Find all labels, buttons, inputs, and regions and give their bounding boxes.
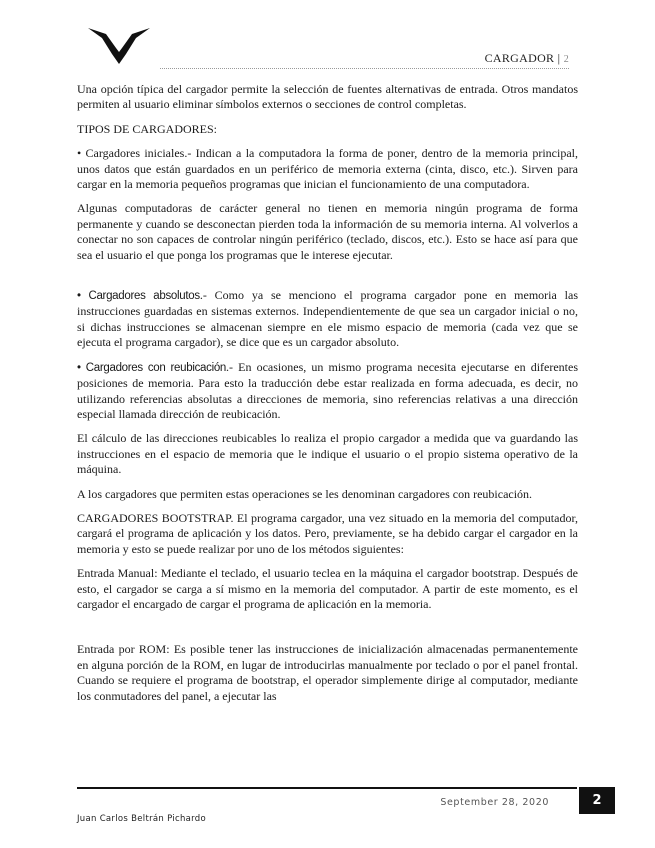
relocation-loaders-text: .- En ocasiones, un mismo programa necesita ejecutarse en diferentes posiciones de memoria. Para esto la traducción debe estar realizada en forma adecuada, es decir, no utilizando referencias absolutas a direcciones de memoria, sino referencias relativas a una dirección especial llamada dirección de reubicación. — [77, 359, 579, 421]
paragraph-initial-loaders: • Cargadores iniciales.- Indican a la computadora la forma de poner, dentro de la memoria principal, unos datos que están guardados en un periférico de memoria externa (cinta, disco, etc.). Sirven para cargar en la memoria pequeños programas que inician el funcionamiento de una computadora. — [77, 146, 578, 192]
paragraph-relocatable-calc: El cálculo de las direcciones reubicables lo realiza el propio cargador a medida que va guardando las instrucciones en el espacio de memoria que le indique el usuario o el propio sistema operativo de la máquina. — [77, 431, 578, 477]
footer-page-number: 2 — [579, 787, 615, 814]
paragraph-bootstrap: CARGADORES BOOTSTRAP. El programa cargador, una vez situado en la memoria del computador, cargará el programa de aplicación y los datos. Pero, previamente, se ha debido cargar el cargador en la memoria y esto se puede realizar por uno de los métodos siguientes: — [77, 510, 578, 556]
paragraph-absolute-loaders — [77, 288, 578, 351]
running-header — [485, 51, 569, 66]
paragraph-manual-entry: Entrada Manual: Mediante el teclado, el usuario teclea en la máquina el cargador bootstrap. Después de esto, el cargador se carga a sí mismo en la memoria del computador. A partir de este momento, es el cargador el encargado de cargar el programa de aplicación en la memoria. — [77, 566, 578, 611]
header-separator: | — [557, 51, 561, 65]
paragraph-relocation-loaders — [77, 360, 578, 423]
header-title: CARGADOR — [484, 51, 555, 65]
paragraph-rom-entry: Entrada por ROM: Es posible tener las instrucciones de inicialización almacenadas permanentemente en alguna porción de la ROM, en lugar de introducirlas manualmente por teclado o por el panel frontal. Cuando se requiere el programa de bootstrap, el operador simplemente dirige al computador, mediante los conmutadores del panel, a ejecutar las — [77, 642, 578, 703]
relocation-loaders-label: • Cargadores con reubicación — [77, 361, 227, 374]
footer-date — [440, 797, 569, 808]
footer-divider — [77, 787, 577, 789]
header-page-number: 2 — [563, 54, 569, 65]
logo-icon — [86, 26, 152, 66]
section-heading-types: TIPOS DE CARGADORES: — [77, 121, 218, 136]
header-divider — [160, 68, 569, 69]
paragraph-intro: Una opción típica del cargador permite la selección de fuentes alternativas de entrada. Otros mandatos permiten al usuario eliminar símbolos externos o secciones de control completas. — [77, 82, 578, 112]
footer-date-text: September 28, 2020 — [440, 797, 549, 808]
absolute-loaders-text: .- Como ya se menciono el programa cargador pone en memoria las instrucciones guardadas en sistemas externos. Independientemente de que sea un cargador inicial o no, si dichas instrucciones se almacenan siempre en ele mismo espacio de memoria (cada vez que se ejecuta el programa cargador), se dice que es un cargador absoluto. — [77, 288, 578, 350]
paragraph-relocation-definition: A los cargadores que permiten estas operaciones se les denominan cargadores con reubicación. — [77, 486, 533, 501]
footer-author: Juan Carlos Beltrán Pichardo — [77, 814, 206, 824]
document-body — [77, 82, 578, 713]
paragraph-general-computers: Algunas computadoras de carácter general no tienen en memoria ningún programa de forma permanente y cuando se desconectan pierden toda la información de su memoria interna. Al volverlos a conectar no son capaces de controlar ningún periférico (teclado, discos, etc.). Esto se hace así para que sea el usuario el que ponga los programas que le interese ejecutar. — [77, 201, 578, 262]
absolute-loaders-label: • Cargadores absolutos — [77, 290, 200, 303]
